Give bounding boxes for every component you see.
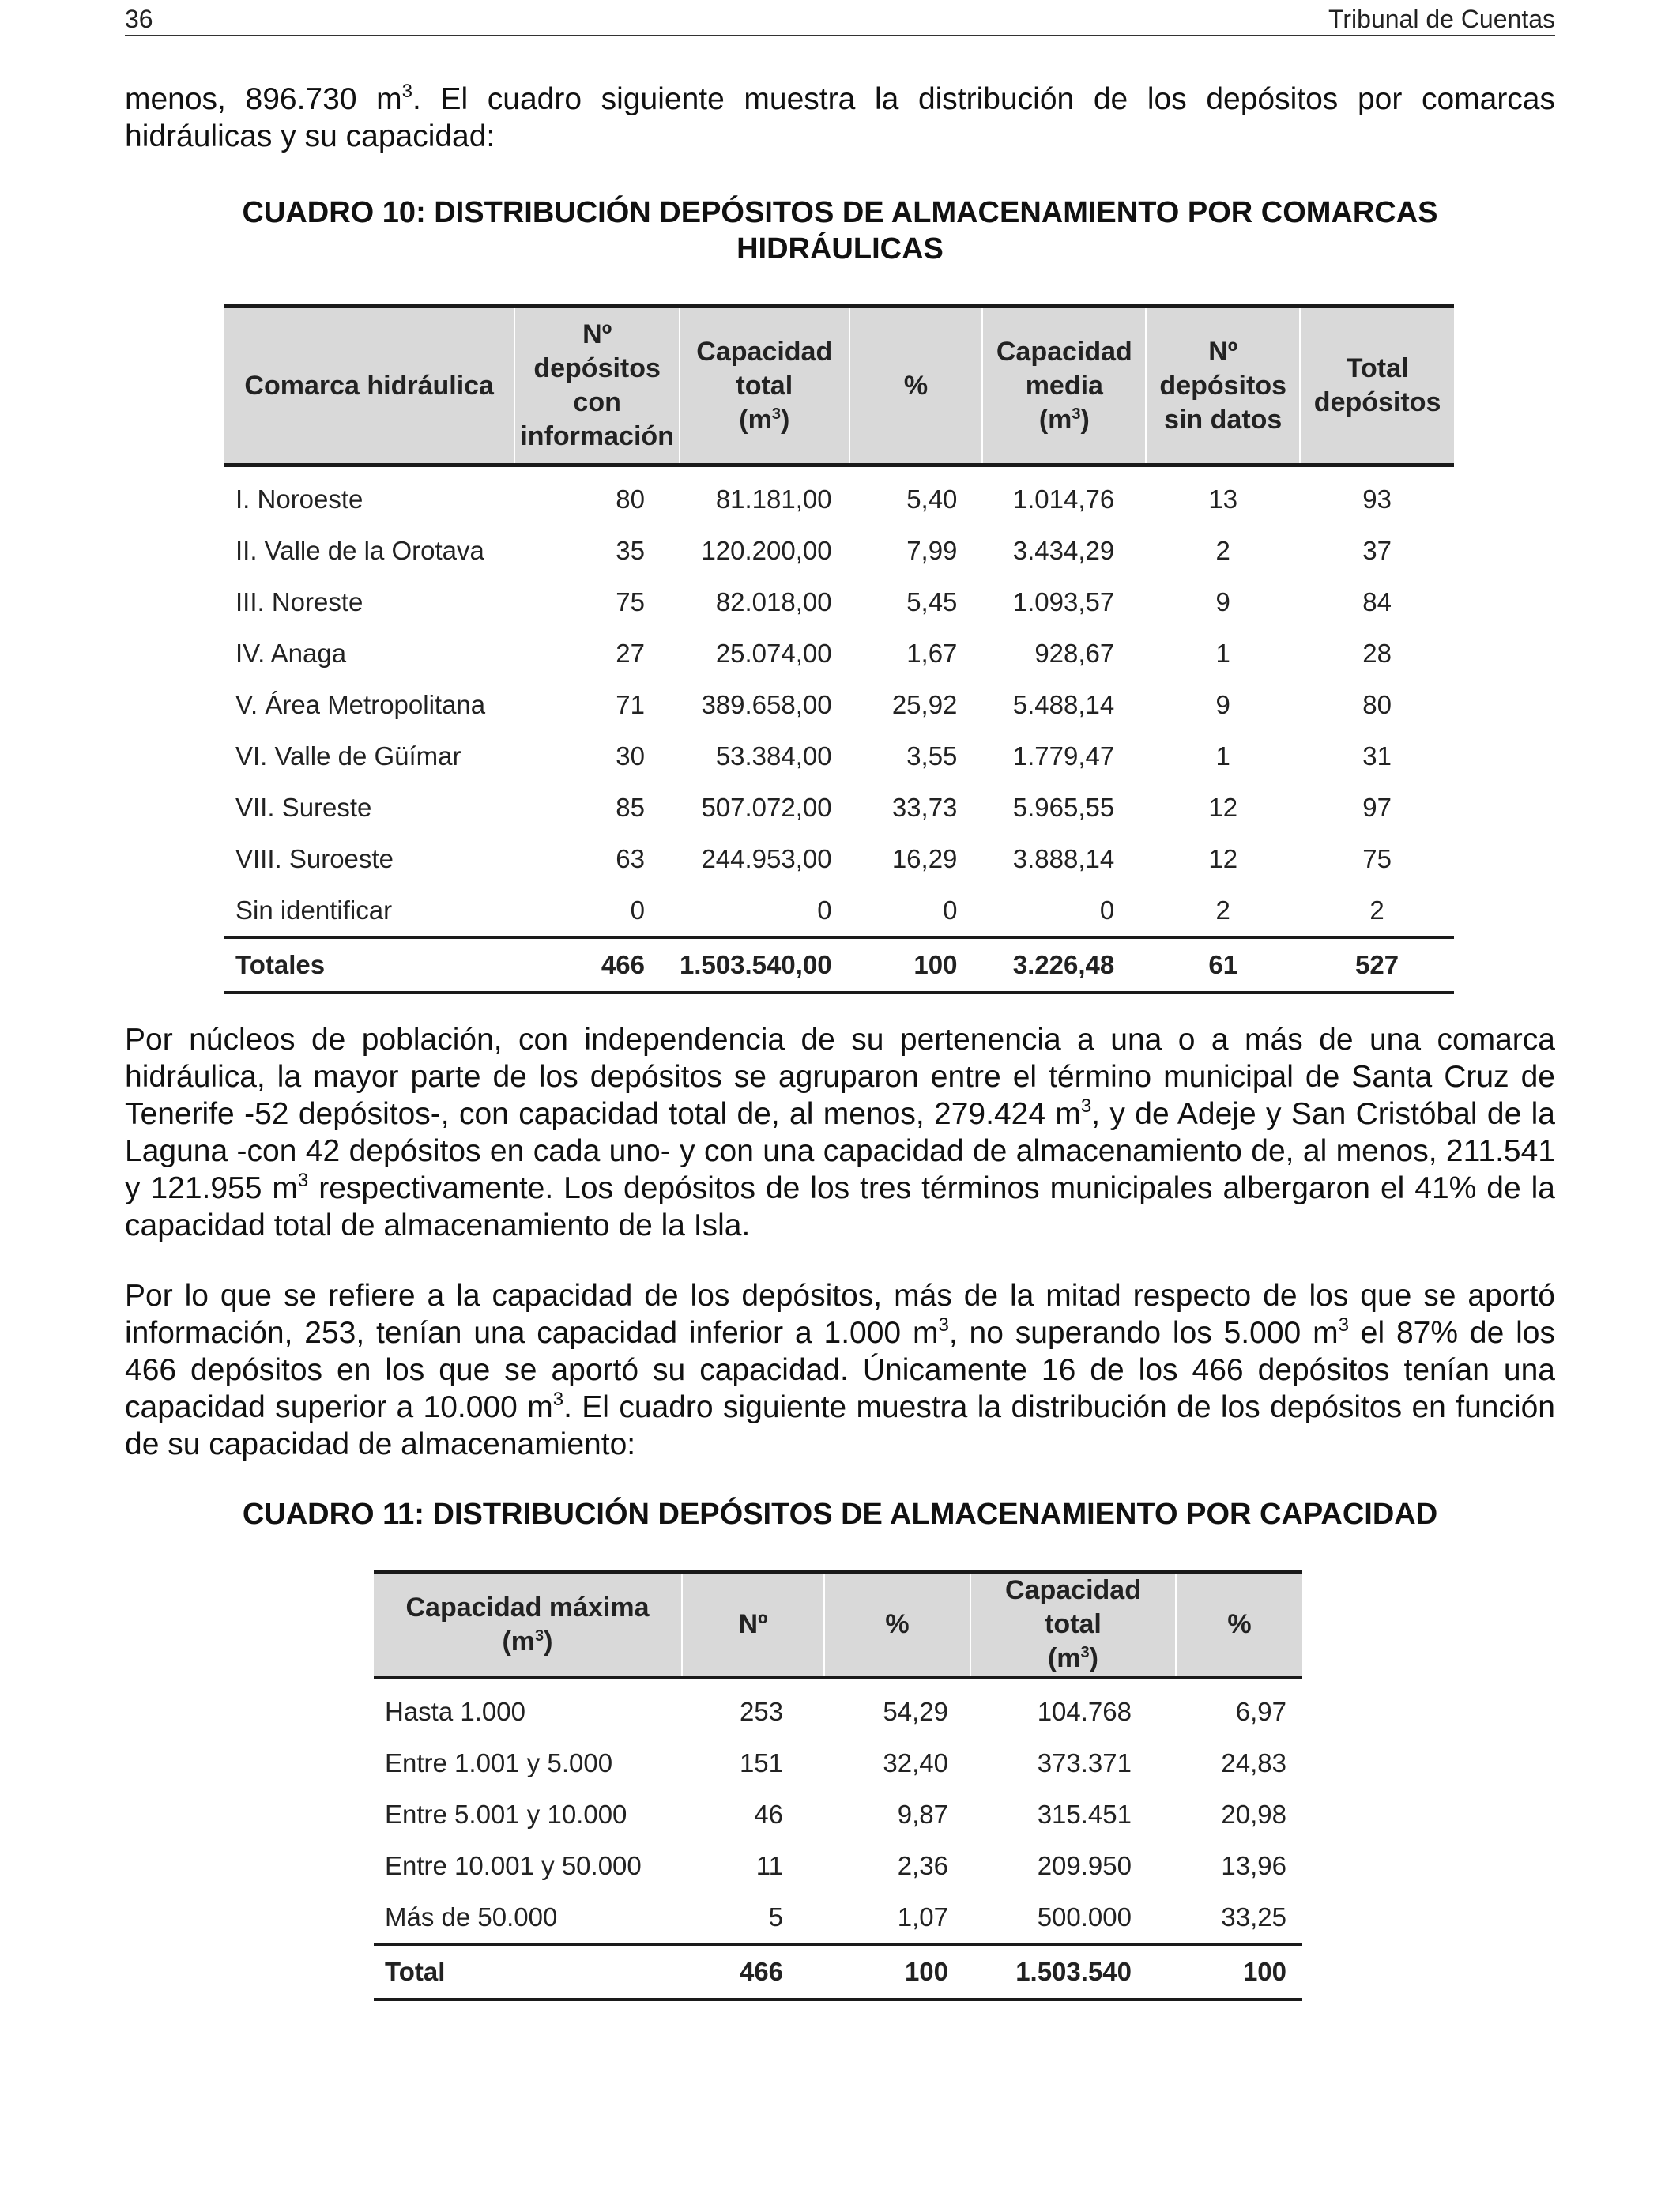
superscript: 3: [1338, 1314, 1349, 1336]
cell-comarca: IV. Anaga: [235, 638, 347, 668]
cell-comarca: VII. Sureste: [235, 792, 372, 822]
cell-value: 3.888,14: [1012, 843, 1115, 873]
col-header-sin-datos: Nº depósitos sin datos: [1146, 307, 1300, 466]
totals-value: 1.503.540: [1015, 1957, 1132, 1986]
cell-value: 1: [1215, 741, 1230, 771]
cell-value: 5,40: [906, 484, 958, 514]
col-header-porcentaje-capacidad: %: [1176, 1572, 1302, 1678]
cell-value: 27: [616, 638, 645, 668]
cell-value: 315.451: [1037, 1799, 1132, 1829]
cell-value: 35: [616, 535, 645, 565]
cell-value: 5,45: [906, 586, 958, 616]
cell-comarca: Sin identificar: [235, 895, 393, 925]
cell-value: 1.093,57: [1012, 586, 1115, 616]
cuadro10-caption: [125, 194, 1555, 267]
cell-value: 3.434,29: [1012, 535, 1115, 565]
totals-row: [224, 937, 1454, 993]
cell-value: 13,96: [1221, 1850, 1286, 1880]
cell-value: 9: [1215, 586, 1230, 616]
table-row: [374, 1840, 1302, 1891]
table-row: [224, 730, 1454, 782]
table-row: [224, 525, 1454, 576]
cell-value: 5: [768, 1902, 783, 1932]
cell-value: 30: [616, 741, 645, 771]
table-row: [374, 1737, 1302, 1789]
paragraph-capacidad: [125, 1277, 1555, 1463]
table-row: [224, 833, 1454, 884]
cell-value: 7,99: [906, 535, 958, 565]
totals-row: [374, 1944, 1302, 2000]
cell-value: 84: [1362, 586, 1392, 616]
cell-value: 151: [739, 1747, 783, 1777]
para-text: respectivamente. Los depósitos de los tres términos municipales albergaron el 41% de la capacidad total de almacenamiento de la Isla.: [125, 1171, 1555, 1242]
intro-text: menos, 896.730 m: [125, 82, 402, 116]
cell-rango: Hasta 1.000: [385, 1696, 525, 1726]
col-header-con-informacion: Nº depósitos con información: [514, 307, 680, 466]
table-row: [224, 884, 1454, 937]
table-header-row: [374, 1572, 1302, 1678]
cell-value: 93: [1362, 484, 1392, 514]
table-row: [374, 1789, 1302, 1840]
col-header-porcentaje: %: [849, 307, 983, 466]
cell-value: 75: [1362, 843, 1392, 873]
col-header-capacidad-total: Capacidad total $(m^3)$: [970, 1572, 1176, 1678]
cell-value: 82.018,00: [715, 586, 832, 616]
cell-value: 2: [1215, 535, 1230, 565]
para-text: , no superando los 5.000 m: [948, 1316, 1339, 1350]
cell-value: 104.768: [1037, 1696, 1132, 1726]
cell-value: 1,67: [906, 638, 958, 668]
table-row: [224, 466, 1454, 526]
col-header-capacidad-maxima: Capacidad máxima $(m^3)$: [374, 1572, 682, 1678]
cell-value: 2,36: [897, 1850, 948, 1880]
caption-line1: CUADRO 10: DISTRIBUCIÓN DEPÓSITOS DE ALMACENAMIENTO POR COMARCAS: [242, 196, 1438, 229]
cell-value: 2: [1215, 895, 1230, 925]
cell-rango: Más de 50.000: [385, 1902, 558, 1932]
col-header-total-depositos: Total depósitos: [1300, 307, 1454, 466]
col-header-capacidad-total: Capacidad total $(m^3)$: [680, 307, 849, 466]
cell-comarca: VI. Valle de Güímar: [235, 741, 461, 771]
cell-value: 85: [616, 792, 645, 822]
cell-value: 80: [1362, 689, 1392, 719]
col-header-capacidad-media: Capacidad media $(m^3)$: [982, 307, 1146, 466]
para-text: Por lo que se refiere a la capacidad de los depósitos, más de la mitad respecto de los que se aportó información, 253, tenían una capacidad inferior a 1.000 m: [125, 1279, 1555, 1350]
table-row: [224, 576, 1454, 628]
totals-label: Totales: [235, 950, 326, 979]
table-row: [224, 628, 1454, 679]
cell-value: 1.779,47: [1012, 741, 1115, 771]
cell-value: 31: [1362, 741, 1392, 771]
caption-line2: HIDRÁULICAS: [736, 232, 944, 266]
cell-value: 28: [1362, 638, 1392, 668]
totals-value: 100: [1242, 1957, 1286, 1986]
para-text: el 87% de los 466 depósitos en los que se aportó su capacidad. Únicamente 16 de los 466 depósitos tenían una capacidad superior a 10.000 m: [125, 1316, 1555, 1424]
totals-value: 3.226,48: [1012, 950, 1115, 979]
running-header: [125, 3, 1555, 36]
superscript: 3: [552, 1389, 564, 1410]
cell-value: 5.965,55: [1012, 792, 1115, 822]
cell-value: 6,97: [1235, 1696, 1286, 1726]
cell-value: 9,87: [897, 1799, 948, 1829]
cell-value: 389.658,00: [701, 689, 832, 719]
cell-value: 24,83: [1221, 1747, 1286, 1777]
para-text: Por núcleos de población, con independencia de su pertenencia a una o a más de una comarca hidráulica, la mayor parte de los depósitos se agruparon entre el término municipal de Santa Cruz de Tenerife -52 depósitos-, con capacidad total de, al menos, 279.424 m: [125, 1023, 1555, 1131]
cell-value: 2: [1369, 895, 1384, 925]
cuadro11-caption: CUADRO 11: DISTRIBUCIÓN DEPÓSITOS DE ALMACENAMIENTO POR CAPACIDAD: [242, 1498, 1438, 1531]
superscript: 3: [1080, 1095, 1092, 1117]
cell-value: 25,92: [891, 689, 958, 719]
cell-rango: Entre 10.001 y 50.000: [385, 1850, 642, 1880]
cell-value: 12: [1208, 792, 1238, 822]
cell-value: 20,98: [1221, 1799, 1286, 1829]
cell-value: 16,29: [891, 843, 958, 873]
cell-comarca: II. Valle de la Orotava: [235, 535, 484, 565]
cell-value: 97: [1362, 792, 1392, 822]
running-title: Tribunal de Cuentas: [1328, 5, 1555, 33]
cell-value: 209.950: [1037, 1850, 1132, 1880]
cell-value: 13: [1208, 484, 1238, 514]
cuadro11-table: [374, 1570, 1302, 2001]
cell-value: 5.488,14: [1012, 689, 1115, 719]
cell-value: 63: [616, 843, 645, 873]
cell-value: 33,73: [891, 792, 958, 822]
totals-value: 1.503.540,00: [679, 950, 832, 979]
cell-value: 11: [755, 1850, 783, 1880]
intro-paragraph: [125, 81, 1555, 155]
cell-value: 253: [739, 1696, 783, 1726]
col-header-porcentaje: %: [824, 1572, 970, 1678]
cuadro10-table: [224, 304, 1454, 994]
totals-value: 527: [1355, 950, 1399, 979]
cell-value: 0: [630, 895, 645, 925]
cell-comarca: VIII. Suroeste: [235, 843, 394, 873]
cell-value: 120.200,00: [701, 535, 832, 565]
totals-value: 100: [904, 1957, 948, 1986]
cell-value: 1,07: [897, 1902, 948, 1932]
cell-value: 12: [1208, 843, 1238, 873]
cell-value: 3,55: [906, 741, 958, 771]
totals-value: 100: [913, 950, 958, 979]
para-text: . El cuadro siguiente muestra la distribución de los depósitos en función de su capacidad de almacenamiento:: [125, 1390, 1555, 1461]
cell-value: 0: [1099, 895, 1115, 925]
page-number: 36: [125, 5, 153, 33]
cell-value: 928,67: [1034, 638, 1115, 668]
table-row: [374, 1891, 1302, 1944]
cell-value: 81.181,00: [715, 484, 832, 514]
table-header-row: [224, 307, 1454, 466]
table-row: [224, 679, 1454, 730]
cell-value: 500.000: [1037, 1902, 1132, 1932]
cell-value: 53.384,00: [715, 741, 832, 771]
cell-value: 54,29: [883, 1696, 948, 1726]
table-row: [224, 782, 1454, 833]
cell-value: 46: [754, 1799, 783, 1829]
cell-value: 0: [943, 895, 958, 925]
col-header-numero: Nº: [682, 1572, 824, 1678]
cell-value: 75: [616, 586, 645, 616]
cell-value: 244.953,00: [701, 843, 832, 873]
cell-value: 373.371: [1037, 1747, 1132, 1777]
cell-comarca: I. Noroeste: [235, 484, 363, 514]
intro-text-cont: . El cuadro siguiente muestra la distribución de los depósitos por comarcas hidráulicas y su capacidad:: [125, 82, 1555, 153]
totals-label: Total: [385, 1957, 446, 1986]
cell-rango: Entre 1.001 y 5.000: [385, 1747, 613, 1777]
paragraph-nucleos: [125, 1021, 1555, 1244]
cell-value: 0: [817, 895, 832, 925]
table-row: [374, 1678, 1302, 1738]
cell-value: 25.074,00: [715, 638, 832, 668]
cell-comarca: III. Noreste: [235, 586, 363, 616]
superscript: 3: [938, 1314, 949, 1336]
cell-value: 1.014,76: [1012, 484, 1115, 514]
superscript: 3: [401, 81, 412, 102]
cell-value: 32,40: [883, 1747, 948, 1777]
cell-value: 9: [1215, 689, 1230, 719]
cell-value: 1: [1215, 638, 1230, 668]
cell-value: 80: [616, 484, 645, 514]
superscript: 3: [297, 1170, 309, 1191]
totals-value: 61: [1208, 950, 1238, 979]
para-text: , y de Adeje y San Cristóbal de la Laguna -con 42 depósitos en cada uno- y con una capacidad de almacenamiento de, al menos, 211.541 y 121.955 m: [125, 1097, 1555, 1205]
col-header-comarca: Comarca hidráulica: [224, 307, 514, 466]
cell-value: 71: [616, 689, 645, 719]
cell-value: 37: [1362, 535, 1392, 565]
totals-value: 466: [739, 1957, 783, 1986]
cell-rango: Entre 5.001 y 10.000: [385, 1799, 627, 1829]
totals-value: 466: [601, 950, 645, 979]
cell-value: 507.072,00: [701, 792, 832, 822]
cell-comarca: V. Área Metropolitana: [235, 689, 486, 719]
cell-value: 33,25: [1221, 1902, 1286, 1932]
